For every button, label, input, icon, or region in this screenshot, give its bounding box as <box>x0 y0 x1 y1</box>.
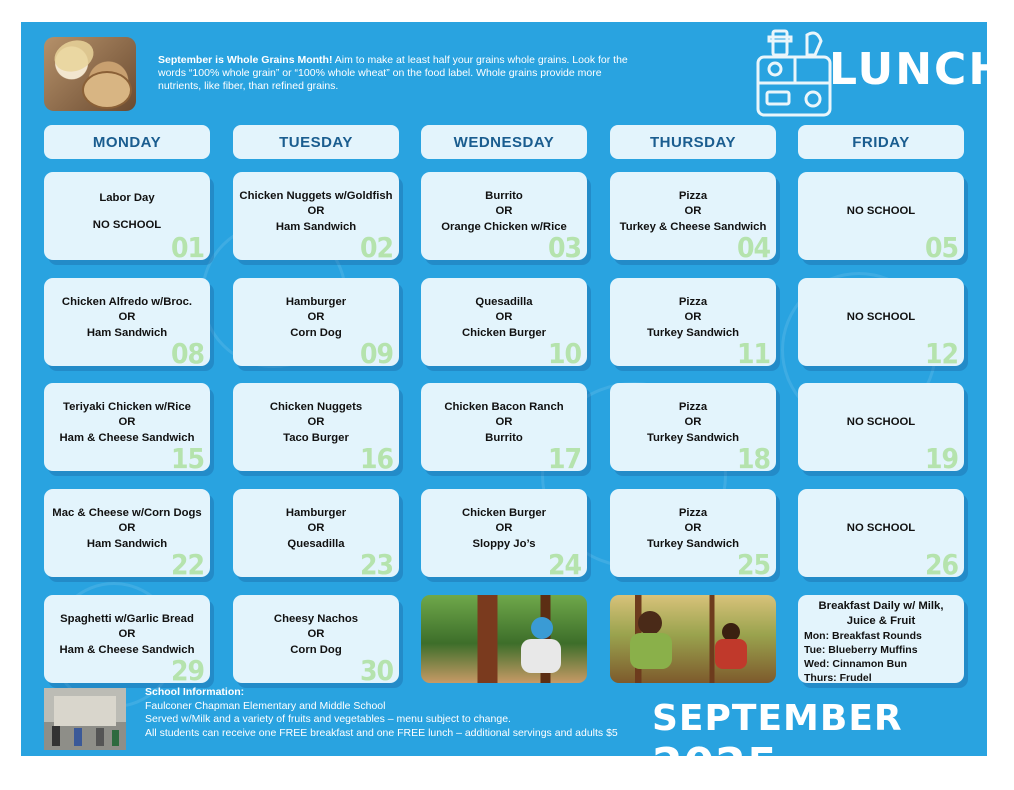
menu-line: Chicken Bacon Ranch <box>444 400 564 413</box>
date-number: 15 <box>170 442 204 475</box>
meal-title: LUNCH <box>829 44 1008 95</box>
menu-line: Sloppy Jo’s <box>472 537 536 550</box>
breakfast-item-mon: Mon: Breakfast Rounds <box>804 630 922 642</box>
day-header-friday: FRIDAY <box>798 125 964 159</box>
menu-line: NO SCHOOL <box>846 416 916 429</box>
date-number: 05 <box>924 231 958 264</box>
menu-line: Turkey & Cheese Sandwich <box>619 220 767 233</box>
menu-or: OR <box>307 628 325 641</box>
menu-line: Ham Sandwich <box>275 220 357 233</box>
menu-line: Cheesy Nachos <box>273 612 359 625</box>
menu-line: Pizza <box>678 400 708 413</box>
menu-line: Pizza <box>678 189 708 202</box>
menu-cell-monday <box>44 489 210 581</box>
menu-cell-wednesday <box>421 489 587 581</box>
menu-cell-friday <box>798 278 964 370</box>
school-info-title: School Information: <box>145 686 245 698</box>
menu-line: Turkey Sandwich <box>646 326 740 339</box>
menu-cell-monday <box>44 278 210 370</box>
school-service-note: Served w/Milk and a variety of fruits and vegetables – menu subject to change. <box>145 713 511 725</box>
menu-line: Ham & Cheese Sandwich <box>59 431 195 444</box>
menu-or: OR <box>307 416 325 429</box>
menu-line: Hamburger <box>285 506 347 519</box>
month-name: SEPTEMBER <box>652 698 903 739</box>
school-free-meals-note: All students can receive one FREE breakfast and one FREE lunch – additional servings and adults $5 <box>145 726 618 739</box>
date-number: 12 <box>924 337 958 370</box>
menu-line: Spaghetti w/Garlic Bread <box>60 612 194 625</box>
child-biking-photo <box>421 595 587 683</box>
menu-line: Quesadilla <box>475 295 533 308</box>
date-number: 25 <box>736 548 770 581</box>
breakfast-title: Breakfast Daily w/ Milk, Juice & Fruit <box>818 600 944 627</box>
menu-or: OR <box>495 416 513 429</box>
menu-line: Chicken Alfredo w/Broc. <box>61 295 193 308</box>
menu-line: NO SCHOOL <box>846 311 916 324</box>
date-number: 26 <box>924 548 958 581</box>
menu-line: Chicken Burger <box>461 326 547 339</box>
menu-cell-tuesday <box>233 489 399 581</box>
day-header-monday: MONDAY <box>44 125 210 159</box>
day-header-tuesday: TUESDAY <box>233 125 399 159</box>
menu-line: NO SCHOOL <box>846 205 916 218</box>
menu-or: OR <box>118 628 136 641</box>
menu-cell-tuesday <box>233 172 399 264</box>
whole-grain-bread-photo <box>44 37 136 111</box>
date-number: 22 <box>170 548 204 581</box>
menu-cell-wednesday <box>421 383 587 475</box>
intro-body: Aim to make at least half your grains whole grains. Look for the words “100% whole grain” or “100% whole wheat” on the food label. Whole grains provide more nutrients, like fiber, than refined grains. <box>158 54 628 92</box>
menu-line: Chicken Burger <box>461 506 547 519</box>
date-number: 30 <box>359 654 393 687</box>
menu-cell-monday <box>44 595 210 687</box>
date-number: 19 <box>924 442 958 475</box>
menu-or: OR <box>684 522 702 535</box>
children-biking-photo <box>610 595 776 683</box>
date-number: 04 <box>736 231 770 264</box>
menu-cell-friday <box>798 489 964 581</box>
menu-cell-thursday <box>610 489 776 581</box>
breakfast-item-wed: Wed: Cinnamon Bun <box>804 658 908 670</box>
date-number: 16 <box>359 442 393 475</box>
month-year-title <box>652 698 987 790</box>
menu-line: Ham & Cheese Sandwich <box>59 643 195 656</box>
menu-or: OR <box>118 522 136 535</box>
whole-grains-intro <box>158 54 638 93</box>
intro-heading: September is Whole Grains Month! <box>158 54 333 66</box>
date-number: 24 <box>547 548 581 581</box>
school-name: Faulconer Chapman Elementary and Middle School <box>145 699 386 712</box>
menu-or: OR <box>684 311 702 324</box>
school-information <box>145 686 618 740</box>
menu-line: Burrito <box>485 189 523 202</box>
date-number: 03 <box>547 231 581 264</box>
menu-or: OR <box>495 522 513 535</box>
school-building-photo <box>44 688 126 750</box>
menu-cell-monday <box>44 383 210 475</box>
menu-cell-tuesday <box>233 383 399 475</box>
menu-or: OR <box>495 311 513 324</box>
day-header-wednesday: WEDNESDAY <box>421 125 587 159</box>
menu-line: Pizza <box>678 506 708 519</box>
menu-line: Mac & Cheese w/Corn Dogs <box>52 506 202 519</box>
menu-cell-tuesday <box>233 595 399 687</box>
menu-line: Labor Day <box>99 191 155 204</box>
date-number: 08 <box>170 337 204 370</box>
menu-line: Burrito <box>485 431 523 444</box>
day-header-thursday: THURSDAY <box>610 125 776 159</box>
menu-or: OR <box>307 205 325 218</box>
breakfast-item-tue: Tue: Blueberry Muffins <box>804 644 918 656</box>
menu-cell-friday <box>798 383 964 475</box>
menu-or: OR <box>307 522 325 535</box>
date-number: 23 <box>359 548 393 581</box>
menu-cell-thursday <box>610 172 776 264</box>
menu-line: Hamburger <box>285 295 347 308</box>
menu-line: NO SCHOOL <box>846 522 916 535</box>
menu-or: OR <box>118 416 136 429</box>
breakfast-item-thurs: Thurs: Frudel <box>804 672 872 684</box>
menu-cell-thursday <box>610 278 776 370</box>
menu-or: OR <box>684 416 702 429</box>
menu-line: Quesadilla <box>287 537 345 550</box>
date-number: 10 <box>547 337 581 370</box>
lunch-tray-icon <box>755 29 833 119</box>
menu-page <box>21 22 1008 790</box>
date-number: 02 <box>359 231 393 264</box>
menu-line: Ham Sandwich <box>86 326 168 339</box>
menu-cell-wednesday <box>421 278 587 370</box>
menu-or: OR <box>684 205 702 218</box>
menu-line: Corn Dog <box>290 326 342 339</box>
menu-or: OR <box>118 311 136 324</box>
menu-line: Turkey Sandwich <box>646 537 740 550</box>
date-number: 09 <box>359 337 393 370</box>
menu-line: Turkey Sandwich <box>646 431 740 444</box>
menu-cell-tuesday <box>233 278 399 370</box>
menu-line: Pizza <box>678 295 708 308</box>
date-number: 11 <box>736 337 770 370</box>
menu-line: Corn Dog <box>290 643 342 656</box>
menu-line: Taco Burger <box>283 431 349 444</box>
menu-line: Teriyaki Chicken w/Rice <box>63 400 191 413</box>
date-number: 17 <box>547 442 581 475</box>
menu-or: OR <box>495 205 513 218</box>
menu-or: OR <box>307 311 325 324</box>
date-number: 18 <box>736 442 770 475</box>
date-number: 29 <box>170 654 204 687</box>
menu-cell-thursday <box>610 383 776 475</box>
breakfast-card <box>798 595 964 683</box>
menu-cell-wednesday <box>421 172 587 264</box>
menu-line: Chicken Nuggets w/Goldfish <box>239 189 393 202</box>
menu-line: NO SCHOOL <box>92 219 162 231</box>
menu-line: Chicken Nuggets <box>269 400 363 413</box>
menu-line: Ham Sandwich <box>86 537 168 550</box>
menu-line: Orange Chicken w/Rice <box>441 220 567 233</box>
menu-cell-monday <box>44 172 210 264</box>
date-number: 01 <box>170 231 204 264</box>
menu-cell-friday <box>798 172 964 264</box>
year: 2025 <box>652 739 779 790</box>
